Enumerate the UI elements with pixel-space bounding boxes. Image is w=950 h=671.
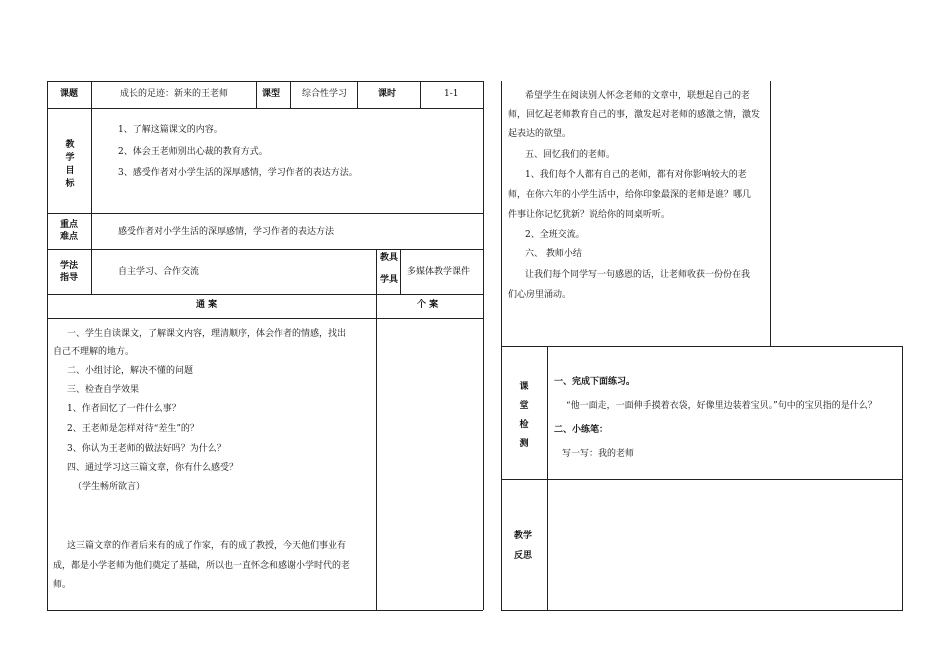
plan-line: （学生畅所欲言） [73, 482, 146, 492]
right-top-line: 六、 教师小结 [525, 249, 582, 259]
classroom-test-label [514, 378, 534, 454]
plan-line: 三、检查自学效果 [67, 385, 140, 395]
label-class-hours: 课时 [378, 89, 397, 99]
plan-line: 2、王老师是怎样对待“差生”的？ [67, 424, 199, 434]
method-text: 自主学习、合作交流 [118, 267, 200, 277]
right-top-line: 师，在你六年的小学生活中，给你印象最深的老师是谁？哪几 [508, 190, 752, 200]
test-question: “他一面走，一面伸手摸着衣袋，好像里边装着宝贝。”句中的宝贝指的是什么？ [566, 401, 877, 411]
goals-label-char: 学 [65, 153, 75, 163]
key-points-label-1: 重点 [60, 220, 79, 230]
right-top-line: 师，回忆起老师教育自己的事，激发起对老师的感激之情，激发 [508, 110, 761, 120]
method-label-2: 指导 [60, 273, 79, 283]
key-points-text: 感受作者对小学生活的深厚感情，学习作者的表达方法 [118, 227, 335, 237]
plan-line: 自己不理解的地方。 [53, 347, 135, 357]
plan-line: 一、学生自读课文，了解课文内容，理清顺序，体会作者的情感，找出 [67, 329, 347, 339]
test-task: 写一写：我的老师 [562, 449, 635, 459]
plan-line: 3、你认为王老师的做法好吗？为什么？ [67, 444, 226, 454]
reflection-label-2: 反思 [514, 551, 533, 561]
key-points-label-2: 难点 [60, 232, 79, 242]
test-label-char: 测 [519, 439, 529, 449]
right-top-line: 五、回忆我们的老师。 [525, 150, 616, 160]
goals-label-char: 标 [65, 179, 75, 189]
class-hours: 1-1 [444, 89, 459, 99]
right-top-line: 希望学生在阅读别人怀念老师的文章中，联想起自己的老 [525, 91, 751, 101]
plan-paragraph-line: 这三篇文章的作者后来有的成了作家，有的成了教授，今天他们事业有 [67, 541, 347, 551]
tools-value: 多媒体教学课件 [407, 267, 471, 277]
tools-label-2: 学具 [380, 275, 399, 285]
goal-item: 3、感受作者对小学生活的深厚感情，学习作者的表达方法。 [118, 168, 358, 178]
label-lesson-title: 课题 [60, 89, 79, 99]
reflection-label-1: 教学 [514, 531, 533, 541]
plan-line: 四、通过学习这三篇文章，你有什么感受？ [67, 463, 239, 473]
right-top-line: 1、我们每个人都有自己的老师，都有对你影响较大的老 [525, 170, 747, 180]
tools-label-1: 教具 [380, 253, 399, 263]
method-label-1: 学法 [60, 261, 79, 271]
test-heading-1: 一、完成下面练习。 [554, 377, 636, 387]
lesson-type: 综合性学习 [302, 89, 348, 99]
plan-line: 1、作者回忆了一件什么事？ [67, 404, 181, 414]
right-top-line: 2、全班交流。 [525, 230, 585, 240]
goal-item: 1、了解这篇课文的内容。 [118, 125, 223, 135]
right-top-line: 件事让你记忆犹新？说给你的同桌听听。 [508, 210, 671, 220]
test-label-char: 课 [519, 382, 529, 392]
personal-plan-header: 个 案 [417, 300, 439, 310]
label-lesson-type: 课型 [262, 89, 281, 99]
plan-paragraph-line: 成，都是小学老师为他们奠定了基础，所以也一直怀念和感谢小学时代的老 [53, 561, 351, 571]
goal-item: 2、体会王老师别出心裁的教育方式。 [118, 147, 268, 157]
test-heading-2: 二、小练笔： [554, 425, 609, 435]
right-top-line: 起表达的欲望。 [508, 129, 572, 139]
right-top-line: 们心房里涌动。 [508, 290, 572, 300]
plan-paragraph-line: 师。 [53, 580, 72, 590]
goals-label-char: 目 [65, 166, 75, 176]
plan-line: 二、小组讨论，解决不懂的问题 [67, 366, 194, 376]
goals-label-char: 教 [65, 140, 75, 150]
test-label-char: 堂 [519, 401, 529, 411]
goals-label [60, 137, 80, 189]
general-plan-header: 通 案 [196, 300, 218, 310]
right-top-line: 让我们每个同学写一句感恩的话，让老师收获一份份在我 [525, 270, 751, 280]
test-label-char: 检 [519, 420, 529, 430]
lesson-title: 成长的足迹：新来的王老师 [120, 89, 229, 99]
